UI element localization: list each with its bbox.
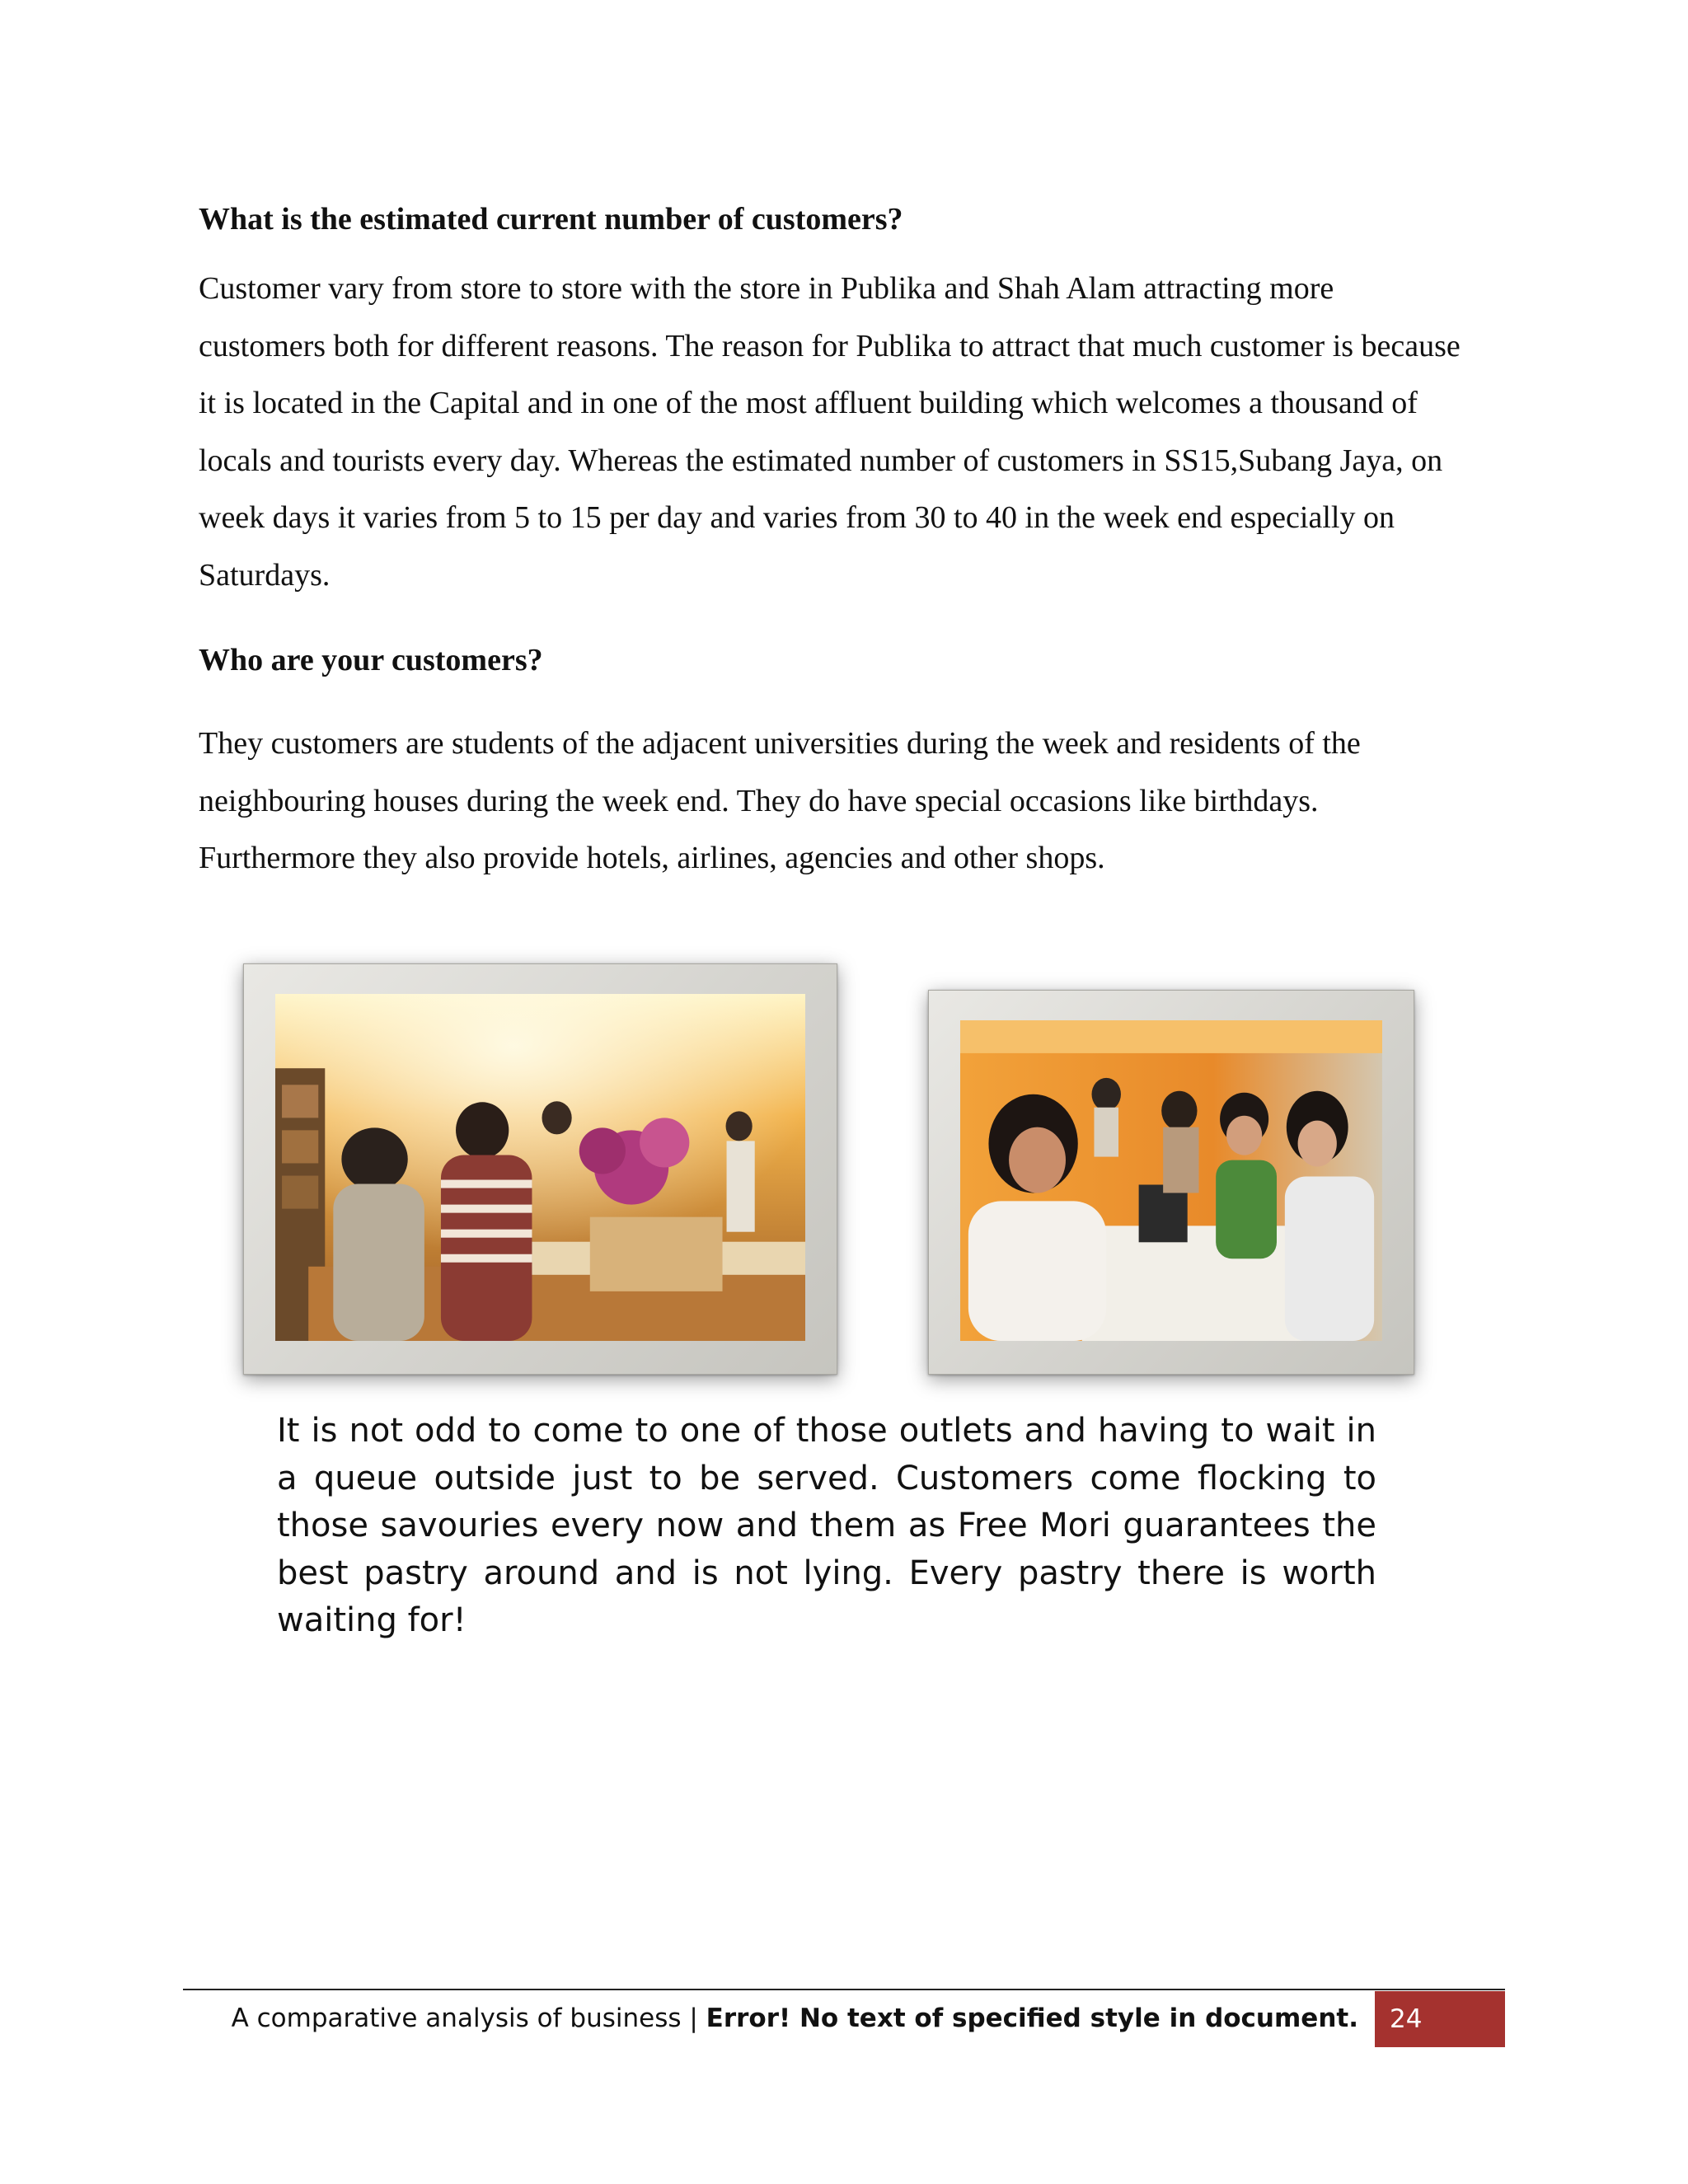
crowded-counter-image: [960, 1020, 1382, 1341]
store-interior-image: [275, 994, 805, 1341]
page-number: 24: [1375, 1991, 1505, 2047]
crowded-counter-photo: [928, 990, 1414, 1375]
section-paragraph-who-are-customers: They customers are students of the adjacent universities during the week and residents of the neighbouring houses during the week end. They do have special occasions like birthdays. Furthermore they also provide hotels, airlines, agencies and other shops.: [199, 726, 1361, 875]
footer-error-text: Error! No text of specified style in document.: [706, 2004, 1358, 2033]
footer-divider: [183, 1989, 1505, 1990]
section-heading-who-are-customers: Who are your customers?: [199, 643, 543, 677]
photo-caption: It is not odd to come to one of those outlets and having to wait in a queue outside just to be served. Customers come flocking to those savouries every now and them as Free Mori guarantees the best pastry around and is not lying. Every pastry there is worth waiting for!: [277, 1412, 1376, 1639]
section-paragraph-customer-count: Customer vary from store to store with the store in Publika and Shah Alam attracting more customers both for different reasons. The reason for Publika to attract that much customer is because it is located in the Capital and in one of the most affluent building which welcomes a thousand of locals and tourists every day. Whereas the estimated number of customers in SS15,Subang Jaya, on week days it varies from 5 to 15 per day and varies from 30 to 40 in the week end especially on Saturdays.: [199, 271, 1461, 593]
footer-text: [198, 1999, 1358, 2037]
footer-separator: |: [681, 2004, 706, 2033]
store-interior-photo: [243, 963, 837, 1375]
section-heading-customer-count: What is the estimated current number of customers?: [199, 202, 903, 237]
footer-title: A comparative analysis of business: [231, 2004, 682, 2033]
